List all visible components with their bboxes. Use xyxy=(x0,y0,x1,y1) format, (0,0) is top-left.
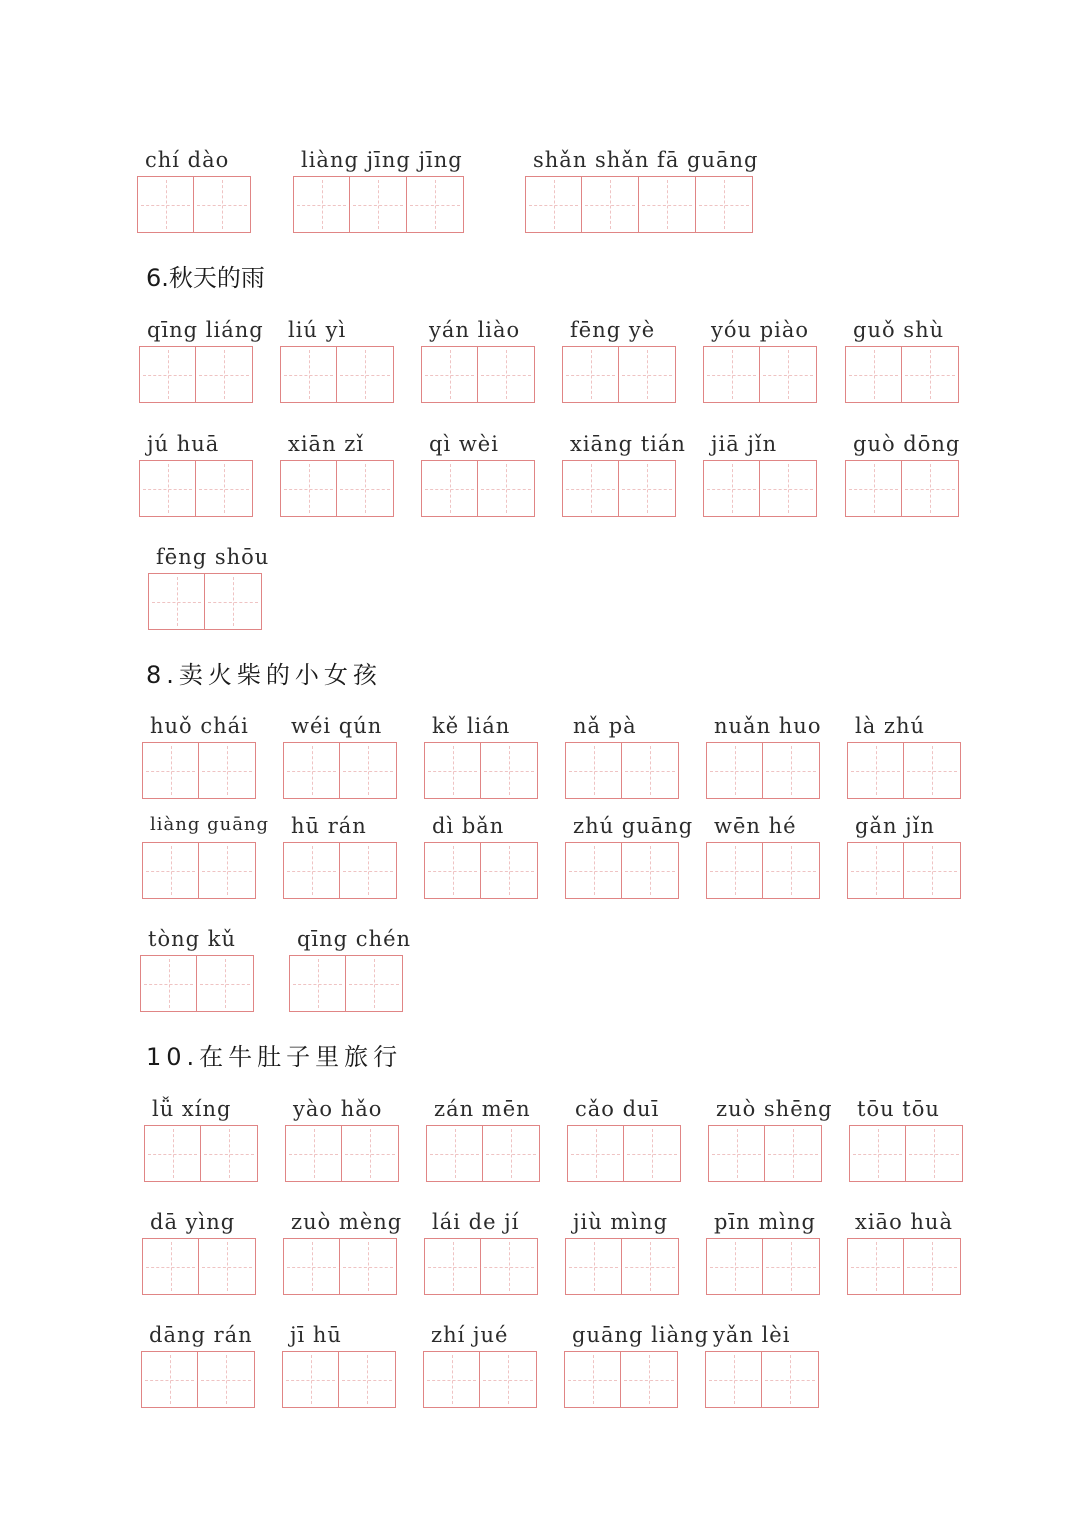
pinyin-label: zhú guāng xyxy=(573,814,694,838)
writing-grid xyxy=(849,1125,963,1182)
tianzige-cell[interactable] xyxy=(847,742,904,799)
tianzige-cell[interactable] xyxy=(340,742,397,799)
tianzige-cell[interactable] xyxy=(904,842,961,899)
tianzige-cell[interactable] xyxy=(144,1125,201,1182)
writing-grid xyxy=(703,346,817,403)
pinyin-label: qīng chén xyxy=(297,927,412,951)
tianzige-cell[interactable] xyxy=(424,842,481,899)
writing-grid xyxy=(564,1351,678,1408)
writing-grid xyxy=(148,573,262,630)
pinyin-label: zhí jué xyxy=(431,1323,509,1347)
tianzige-cell[interactable] xyxy=(564,1351,621,1408)
tianzige-cell[interactable] xyxy=(337,346,394,403)
tianzige-cell[interactable] xyxy=(142,842,199,899)
tianzige-cell[interactable] xyxy=(619,460,676,517)
pinyin-label: gǎn jǐn xyxy=(855,814,935,838)
pinyin-label: là zhú xyxy=(855,714,926,738)
pinyin-label: dì bǎn xyxy=(432,814,505,838)
writing-grid xyxy=(142,742,256,799)
pinyin-label: cǎo duī xyxy=(575,1097,660,1121)
pinyin-label: zuò mèng xyxy=(291,1210,403,1234)
tianzige-cell[interactable] xyxy=(282,1351,339,1408)
pinyin-label: qì wèi xyxy=(429,432,499,456)
pinyin-label: xiāo huà xyxy=(855,1210,953,1234)
tianzige-cell[interactable] xyxy=(902,346,959,403)
pinyin-label: xiān zǐ xyxy=(288,432,365,456)
tianzige-cell[interactable] xyxy=(849,1125,906,1182)
section-heading: 8.卖火柴的小女孩 xyxy=(146,661,382,689)
pinyin-label: tòng kǔ xyxy=(148,927,236,951)
writing-grid xyxy=(285,1125,399,1182)
tianzige-cell[interactable] xyxy=(565,742,622,799)
pinyin-label: nǎ pà xyxy=(573,714,637,738)
tianzige-cell[interactable] xyxy=(624,1125,681,1182)
tianzige-cell[interactable] xyxy=(478,460,535,517)
pinyin-label: chí dào xyxy=(145,148,230,172)
writing-grid xyxy=(283,1238,397,1295)
tianzige-cell[interactable] xyxy=(140,955,197,1012)
pinyin-label: fēng shōu xyxy=(156,545,270,569)
tianzige-cell[interactable] xyxy=(342,1125,399,1182)
pinyin-label: zán mēn xyxy=(434,1097,531,1121)
section-heading: 6.秋天的雨 xyxy=(146,264,265,292)
pinyin-label: jī hū xyxy=(290,1323,342,1347)
tianzige-cell[interactable] xyxy=(480,1351,537,1408)
section-heading: 10.在牛肚子里旅行 xyxy=(146,1043,403,1071)
writing-grid xyxy=(421,460,535,517)
writing-grid xyxy=(706,842,820,899)
tianzige-cell[interactable] xyxy=(340,842,397,899)
pinyin-label: tōu tōu xyxy=(857,1097,940,1121)
pinyin-label: yán liào xyxy=(429,318,521,342)
tianzige-cell[interactable] xyxy=(760,346,817,403)
writing-grid xyxy=(708,1125,822,1182)
tianzige-cell[interactable] xyxy=(201,1125,258,1182)
writing-grid xyxy=(567,1125,681,1182)
writing-grid xyxy=(424,842,538,899)
pinyin-label: xiāng tián xyxy=(570,432,686,456)
pinyin-label: guāng liàng xyxy=(572,1323,710,1347)
tianzige-cell[interactable] xyxy=(562,346,619,403)
tianzige-cell[interactable] xyxy=(845,460,902,517)
tianzige-cell[interactable] xyxy=(481,742,538,799)
writing-grid xyxy=(280,460,394,517)
tianzige-cell[interactable] xyxy=(762,1351,819,1408)
pinyin-label: pīn mìng xyxy=(714,1210,816,1234)
pinyin-label: yǎn lèi xyxy=(713,1323,791,1347)
tianzige-cell[interactable] xyxy=(478,346,535,403)
pinyin-label: liú yì xyxy=(288,318,347,342)
writing-grid xyxy=(565,742,679,799)
pinyin-label: jú huā xyxy=(147,432,220,456)
tianzige-cell[interactable] xyxy=(696,176,753,233)
tianzige-cell[interactable] xyxy=(283,742,340,799)
writing-grid xyxy=(845,460,959,517)
tianzige-cell[interactable] xyxy=(197,955,254,1012)
tianzige-cell[interactable] xyxy=(763,742,820,799)
tianzige-cell[interactable] xyxy=(148,573,205,630)
tianzige-cell[interactable] xyxy=(708,1125,765,1182)
tianzige-cell[interactable] xyxy=(339,1351,396,1408)
tianzige-cell[interactable] xyxy=(340,1238,397,1295)
writing-grid xyxy=(142,1238,256,1295)
tianzige-cell[interactable] xyxy=(483,1125,540,1182)
tianzige-cell[interactable] xyxy=(350,176,407,233)
pinyin-label: yóu piào xyxy=(711,318,810,342)
tianzige-cell[interactable] xyxy=(847,842,904,899)
tianzige-cell[interactable] xyxy=(199,742,256,799)
tianzige-cell[interactable] xyxy=(199,842,256,899)
writing-grid xyxy=(142,842,256,899)
writing-grid xyxy=(293,176,464,233)
pinyin-label: hū rán xyxy=(291,814,367,838)
writing-grid xyxy=(847,742,961,799)
tianzige-cell[interactable] xyxy=(706,842,763,899)
tianzige-cell[interactable] xyxy=(293,176,350,233)
tianzige-cell[interactable] xyxy=(703,460,760,517)
tianzige-cell[interactable] xyxy=(137,176,194,233)
tianzige-cell[interactable] xyxy=(199,1238,256,1295)
pinyin-label: fēng yè xyxy=(570,318,656,342)
tianzige-cell[interactable] xyxy=(562,460,619,517)
writing-grid xyxy=(140,955,254,1012)
writing-grid xyxy=(847,1238,961,1295)
writing-grid xyxy=(525,176,753,233)
tianzige-cell[interactable] xyxy=(424,742,481,799)
tianzige-cell[interactable] xyxy=(904,1238,961,1295)
writing-grid xyxy=(706,1238,820,1295)
tianzige-cell[interactable] xyxy=(760,460,817,517)
tianzige-cell[interactable] xyxy=(639,176,696,233)
tianzige-cell[interactable] xyxy=(407,176,464,233)
writing-grid xyxy=(424,742,538,799)
tianzige-cell[interactable] xyxy=(705,1351,762,1408)
writing-grid xyxy=(282,1351,396,1408)
tianzige-cell[interactable] xyxy=(198,1351,255,1408)
writing-grid xyxy=(144,1125,258,1182)
pinyin-label: zuò shēng xyxy=(716,1097,833,1121)
tianzige-cell[interactable] xyxy=(622,742,679,799)
tianzige-cell[interactable] xyxy=(421,460,478,517)
tianzige-cell[interactable] xyxy=(205,573,262,630)
tianzige-cell[interactable] xyxy=(904,742,961,799)
tianzige-cell[interactable] xyxy=(703,346,760,403)
tianzige-cell[interactable] xyxy=(280,346,337,403)
pinyin-label: yào hǎo xyxy=(293,1097,383,1121)
writing-grid xyxy=(283,842,397,899)
tianzige-cell[interactable] xyxy=(525,176,582,233)
pinyin-label: nuǎn huo xyxy=(714,714,822,738)
writing-grid xyxy=(137,176,251,233)
pinyin-label: kě lián xyxy=(432,714,511,738)
tianzige-cell[interactable] xyxy=(567,1125,624,1182)
writing-grid xyxy=(565,842,679,899)
tianzige-cell[interactable] xyxy=(582,176,639,233)
writing-grid xyxy=(139,346,253,403)
tianzige-cell[interactable] xyxy=(285,1125,342,1182)
pinyin-label: qīng liáng xyxy=(147,318,264,342)
tianzige-cell[interactable] xyxy=(139,460,196,517)
tianzige-cell[interactable] xyxy=(763,842,820,899)
pinyin-label: dāng rán xyxy=(149,1323,253,1347)
tianzige-cell[interactable] xyxy=(283,842,340,899)
tianzige-cell[interactable] xyxy=(142,1238,199,1295)
writing-grid xyxy=(565,1238,679,1295)
writing-grid xyxy=(705,1351,819,1408)
writing-grid xyxy=(283,742,397,799)
writing-grid xyxy=(424,1238,538,1295)
tianzige-cell[interactable] xyxy=(622,1238,679,1295)
tianzige-cell[interactable] xyxy=(346,955,403,1012)
tianzige-cell[interactable] xyxy=(424,1238,481,1295)
tianzige-cell[interactable] xyxy=(902,460,959,517)
writing-grid xyxy=(423,1351,537,1408)
writing-grid xyxy=(562,346,676,403)
pinyin-label: wēn hé xyxy=(714,814,797,838)
writing-grid xyxy=(706,742,820,799)
tianzige-cell[interactable] xyxy=(289,955,346,1012)
tianzige-cell[interactable] xyxy=(565,842,622,899)
writing-grid xyxy=(141,1351,255,1408)
writing-grid xyxy=(845,346,959,403)
tianzige-cell[interactable] xyxy=(847,1238,904,1295)
tianzige-cell[interactable] xyxy=(142,742,199,799)
tianzige-cell[interactable] xyxy=(621,1351,678,1408)
pinyin-label: guò dōng xyxy=(853,432,961,456)
tianzige-cell[interactable] xyxy=(765,1125,822,1182)
pinyin-label: guǒ shù xyxy=(853,318,945,342)
writing-grid xyxy=(426,1125,540,1182)
tianzige-cell[interactable] xyxy=(280,460,337,517)
pinyin-label: jiā jǐn xyxy=(711,432,778,456)
writing-grid xyxy=(280,346,394,403)
pinyin-label: dā yìng xyxy=(150,1210,236,1234)
writing-grid xyxy=(847,842,961,899)
tianzige-cell[interactable] xyxy=(845,346,902,403)
tianzige-cell[interactable] xyxy=(481,1238,538,1295)
tianzige-cell[interactable] xyxy=(423,1351,480,1408)
pinyin-label: jiù mìng xyxy=(573,1210,669,1234)
tianzige-cell[interactable] xyxy=(283,1238,340,1295)
tianzige-cell[interactable] xyxy=(481,842,538,899)
tianzige-cell[interactable] xyxy=(706,742,763,799)
pinyin-label: huǒ chái xyxy=(150,714,249,738)
tianzige-cell[interactable] xyxy=(196,346,253,403)
tianzige-cell[interactable] xyxy=(141,1351,198,1408)
pinyin-label: liàng guāng xyxy=(150,814,270,835)
writing-grid xyxy=(421,346,535,403)
tianzige-cell[interactable] xyxy=(565,1238,622,1295)
writing-grid xyxy=(289,955,403,1012)
tianzige-cell[interactable] xyxy=(194,176,251,233)
tianzige-cell[interactable] xyxy=(622,842,679,899)
writing-grid xyxy=(562,460,676,517)
pinyin-label: liàng jīng jīng xyxy=(301,148,463,172)
tianzige-cell[interactable] xyxy=(196,460,253,517)
tianzige-cell[interactable] xyxy=(139,346,196,403)
tianzige-cell[interactable] xyxy=(763,1238,820,1295)
tianzige-cell[interactable] xyxy=(421,346,478,403)
pinyin-label: lái de jí xyxy=(432,1210,520,1234)
writing-grid xyxy=(703,460,817,517)
writing-grid xyxy=(139,460,253,517)
pinyin-label: shǎn shǎn fā guāng xyxy=(533,148,759,172)
pinyin-label: lǚ xíng xyxy=(152,1097,232,1121)
tianzige-cell[interactable] xyxy=(906,1125,963,1182)
tianzige-cell[interactable] xyxy=(337,460,394,517)
pinyin-label: wéi qún xyxy=(291,714,383,738)
tianzige-cell[interactable] xyxy=(706,1238,763,1295)
tianzige-cell[interactable] xyxy=(619,346,676,403)
tianzige-cell[interactable] xyxy=(426,1125,483,1182)
